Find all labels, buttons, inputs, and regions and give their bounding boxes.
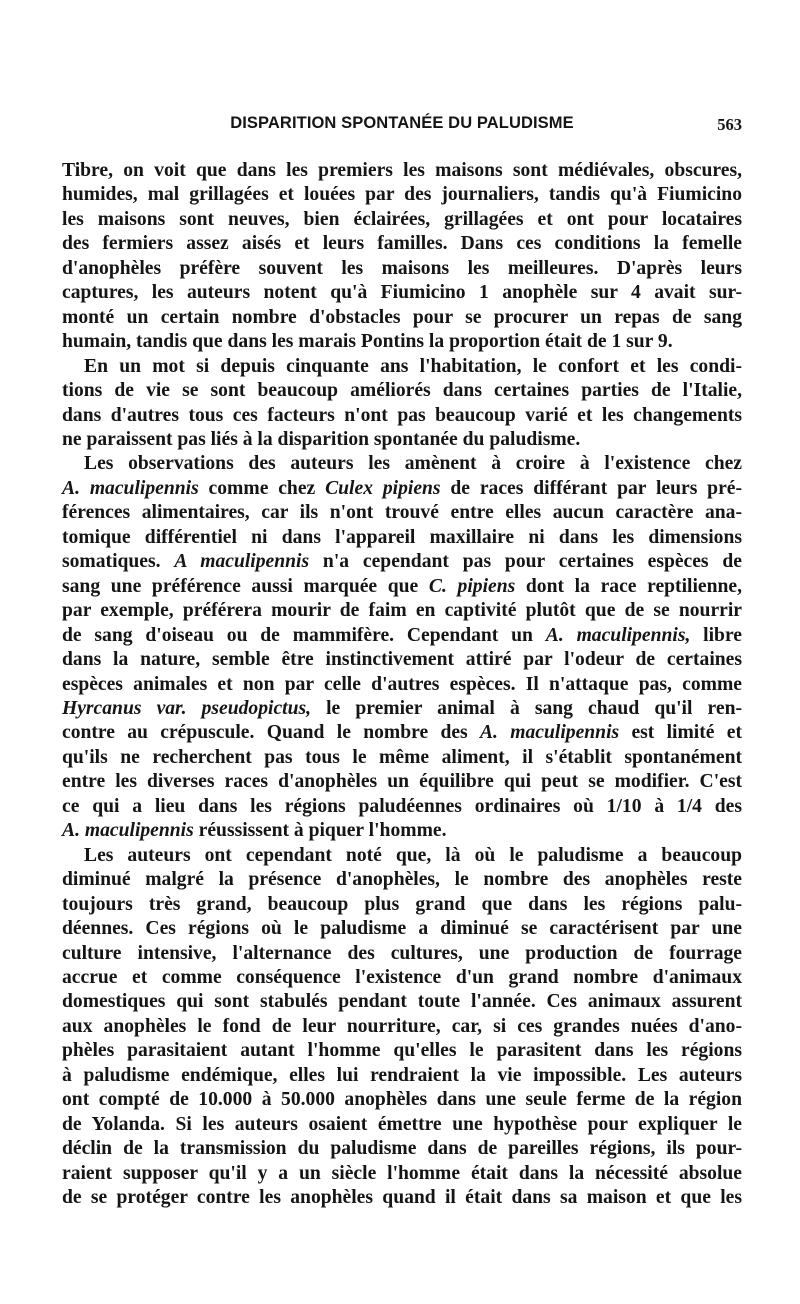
body-text	[62, 159, 742, 1210]
text-line: phèles parasitaient autant l'homme qu'elles le parasitent dans les régions	[62, 1040, 742, 1062]
page-header	[62, 114, 742, 138]
text-line: diminué malgré la présence d'anophèles, le nombre des anophèles reste	[62, 869, 742, 891]
text-run: de sang d'oiseau ou de mammifère. Cependant un	[62, 624, 546, 646]
text-line: monté un certain nombre d'obstacles pour se procurer un repas de sang	[62, 306, 742, 328]
paragraph-2	[62, 355, 742, 453]
text-run: comme chez	[198, 477, 326, 499]
page-number: 563	[717, 115, 742, 134]
text-line: ont compté de 10.000 à 50.000 anophèles dans une seule ferme de la région	[62, 1089, 742, 1111]
species-name: A. maculipennis,	[545, 624, 691, 646]
text-run: sang une préférence aussi marquée que	[62, 575, 429, 597]
text-line: de se protéger contre les anophèles quand il était dans sa maison et que les	[62, 1187, 742, 1209]
text-line: Les observations des auteurs les amènent à croire à l'existence chez	[84, 453, 742, 475]
paragraph-1	[62, 159, 742, 355]
paragraph-3	[62, 452, 742, 843]
text-line: En un mot si depuis cinquante ans l'habitation, le confort et les condi-	[84, 355, 742, 377]
text-run: le premier animal à sang chaud qu'il ren-	[311, 697, 742, 719]
text-line: à paludisme endémique, elles lui rendraient la vie impossible. Les auteurs	[62, 1064, 742, 1086]
species-name: A. maculipennis	[62, 477, 199, 499]
text-line	[62, 721, 742, 745]
text-line: ne paraissent pas liés à la disparition spontanée du paludisme.	[62, 428, 581, 450]
text-run: est limité et	[619, 722, 743, 744]
species-name: A. maculipennis	[479, 722, 620, 744]
species-name: C. pipiens	[428, 575, 516, 597]
text-line	[62, 477, 742, 501]
text-line: captures, les auteurs notent qu'à Fiumicino 1 anophèle sur 4 avait sur-	[62, 282, 742, 304]
text-run: libre	[690, 624, 742, 646]
text-line: aux anophèles le fond de leur nourriture, car, si ces grandes nuées d'ano-	[62, 1015, 742, 1037]
running-title: DISPARITION SPONTANÉE DU PALUDISME	[230, 114, 574, 132]
text-line	[62, 697, 742, 721]
text-line: de Yolanda. Si les auteurs osaient émettre une hypothèse pour expliquer le	[62, 1113, 742, 1135]
text-line: toujours très grand, beaucoup plus grand que dans les régions palu-	[62, 893, 742, 915]
text-line: par exemple, préférera mourir de faim en captivité plutôt que de se nourrir	[62, 600, 742, 622]
text-line: Tibre, on voit que dans les premiers les maisons sont médiévales, obscures,	[62, 160, 742, 181]
species-name: Culex pipiens	[325, 477, 441, 499]
text-run: de races différant par leurs pré-	[440, 477, 742, 499]
text-line: qu'ils ne recherchent pas tous le même aliment, il s'établit spontanément	[62, 746, 742, 768]
text-run: dont la race reptilienne,	[515, 575, 742, 597]
text-line	[62, 550, 742, 574]
text-line: déennes. Ces régions où le paludisme a diminué se caractérisent par une	[62, 918, 742, 940]
text-line: espèces animales et non par celle d'autres espèces. Il n'attaque pas, comme	[62, 673, 742, 695]
text-run: n'a cependant pas pour certaines espèces de	[309, 551, 742, 573]
text-line: les maisons sont neuves, bien éclairées, grillagées et ont pour locataires	[62, 208, 742, 230]
text-line: entre les diverses races d'anophèles un équilibre qui peut se modifier. C'est	[62, 771, 742, 793]
text-line	[62, 575, 742, 599]
species-name: A maculipennis	[174, 551, 310, 573]
text-run: réussissent à piquer l'homme.	[193, 820, 447, 842]
text-line: dans la nature, semble être instinctivement attiré par l'odeur de certaines	[62, 649, 742, 671]
paragraph-4	[62, 844, 742, 1211]
text-line: humides, mal grillagées et louées par des journaliers, tandis qu'à Fiumicino	[62, 184, 742, 206]
text-line: Les auteurs ont cependant noté que, là où le paludisme a beaucoup	[84, 844, 742, 866]
text-line: tions de vie se sont beaucoup améliorés dans certaines parties de l'Italie,	[62, 380, 742, 402]
text-line: déclin de la transmission du paludisme dans de pareilles régions, ils pour-	[62, 1138, 742, 1160]
text-line: férences alimentaires, car ils n'ont trouvé entre elles aucun caractère ana-	[62, 502, 742, 524]
text-line: raient supposer qu'il y a un siècle l'homme était dans la nécessité absolue	[62, 1162, 742, 1184]
text-line: accrue et comme conséquence l'existence d'un grand nombre d'animaux	[62, 966, 742, 988]
text-line	[62, 819, 742, 843]
species-name: Hyrcanus var. pseudopictus,	[62, 697, 312, 719]
text-line: domestiques qui sont stabulés pendant toute l'année. Ces animaux assurent	[62, 991, 742, 1013]
text-line: tomique différentiel ni dans l'appareil maxillaire ni dans les dimensions	[62, 526, 742, 548]
species-name: A. maculipennis	[62, 820, 194, 842]
text-line: ce qui a lieu dans les régions paludéennes ordinaires où 1/10 à 1/4 des	[62, 795, 742, 817]
text-line	[62, 624, 742, 648]
text-line: culture intensive, l'alternance des cultures, une production de fourrage	[62, 942, 742, 964]
text-line: des fermiers assez aisés et leurs familles. Dans ces conditions la femelle	[62, 233, 742, 255]
text-run: somatiques.	[62, 551, 175, 573]
text-run: contre au crépuscule. Quand le nombre des	[62, 722, 480, 744]
text-line: dans d'autres tous ces facteurs n'ont pas beaucoup varié et les changements	[62, 404, 742, 426]
text-line: humain, tandis que dans les marais Pontins la proportion était de 1 sur 9.	[62, 331, 673, 353]
text-line: d'anophèles préfère souvent les maisons les meilleures. D'après leurs	[62, 257, 742, 279]
